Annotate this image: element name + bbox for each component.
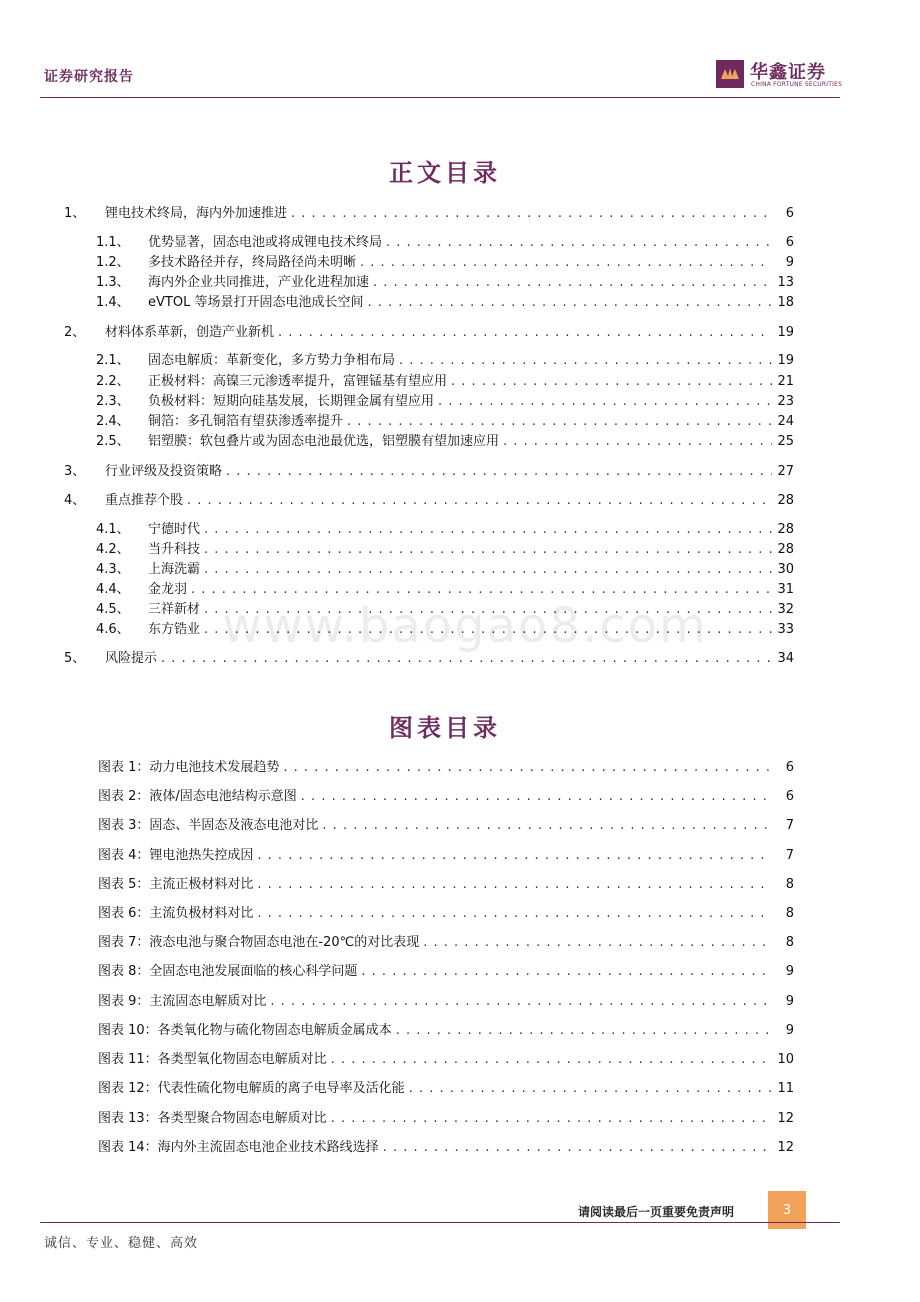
toc-entry[interactable] <box>96 434 794 450</box>
toc-entry-page: 34 <box>777 651 794 666</box>
toc-entry-number: 2、 <box>64 325 86 340</box>
figure-entry[interactable] <box>98 1081 794 1097</box>
toc-entry-number: 4.4、 <box>96 582 130 597</box>
toc-entry-number: 2.4、 <box>96 414 130 429</box>
toc-entry-number: 4、 <box>64 493 86 508</box>
toc-entry-page: 28 <box>777 522 794 537</box>
dot-leader <box>204 542 772 558</box>
dot-leader <box>347 414 772 430</box>
dot-leader <box>257 877 772 893</box>
toc-entry-page: 6 <box>785 206 794 221</box>
toc-entry-page: 28 <box>777 493 794 508</box>
toc-entry-title: 材料体系革新，创造产业新机 <box>105 325 275 340</box>
toc-entry-number: 4.6、 <box>96 622 130 637</box>
dot-leader <box>373 275 772 291</box>
toc-entry[interactable] <box>96 374 794 390</box>
figure-entry-page: 7 <box>785 818 794 833</box>
figure-entry[interactable] <box>98 1140 794 1156</box>
toc-entry[interactable] <box>96 562 794 578</box>
toc-entry[interactable] <box>96 353 794 369</box>
toc-entry-page: 19 <box>777 325 794 340</box>
toc-entry-number: 1.3、 <box>96 275 130 290</box>
toc-entry-page: 31 <box>777 582 794 597</box>
figure-entry-title: 图表 7：液态电池与聚合物固态电池在-20℃的对比表现 <box>98 935 420 950</box>
dot-leader <box>257 906 772 922</box>
toc-entry-number: 2.3、 <box>96 394 130 409</box>
logo-text-en: CHINA FORTUNE SECURITIES <box>751 81 843 88</box>
dot-leader <box>270 994 772 1010</box>
dot-leader <box>278 325 772 341</box>
toc-entry-page: 18 <box>777 295 794 310</box>
figure-entry-page: 11 <box>777 1081 794 1096</box>
toc-entry[interactable] <box>96 542 794 558</box>
figure-entry-title: 图表 6：主流负极材料对比 <box>98 906 254 921</box>
toc-entry-number: 4.1、 <box>96 522 130 537</box>
dot-leader <box>451 374 772 390</box>
figure-entry-title: 图表 14：海内外主流固态电池企业技术路线选择 <box>98 1140 379 1155</box>
toc-entry[interactable] <box>96 394 794 410</box>
toc-entry-title: 当升科技 <box>148 542 201 557</box>
figure-entry[interactable] <box>98 789 794 805</box>
dot-leader <box>204 562 772 578</box>
toc-entry[interactable] <box>64 206 794 222</box>
company-logo <box>716 58 846 92</box>
figures-title: 图表目录 <box>389 714 501 742</box>
toc-entry-page: 13 <box>777 275 794 290</box>
toc-entry-title: 优势显著，固态电池或将成锂电技术终局 <box>148 235 383 250</box>
toc-entry-page: 27 <box>777 464 794 479</box>
toc-entry[interactable] <box>96 414 794 430</box>
figure-entry-page: 12 <box>777 1140 794 1155</box>
header-divider <box>40 97 840 98</box>
toc-entry[interactable] <box>96 522 794 538</box>
toc-entry-number: 2.2、 <box>96 374 130 389</box>
disclaimer-note: 请阅读最后一页重要免责声明 <box>578 1205 735 1219</box>
dot-leader <box>191 582 772 598</box>
figure-entry[interactable] <box>98 818 794 834</box>
figure-entry-title: 图表 12：代表性硫化物电解质的离子电导率及活化能 <box>98 1081 405 1096</box>
toc-entry-title: 海内外企业共同推进，产业化进程加速 <box>148 275 370 290</box>
figure-entry[interactable] <box>98 848 794 864</box>
toc-entry-page: 6 <box>785 235 794 250</box>
toc-entry-title: 重点推荐个股 <box>105 493 184 508</box>
figure-entry[interactable] <box>98 1052 794 1068</box>
dot-leader <box>409 1081 772 1097</box>
toc-entry-title: eVTOL 等场景打开固态电池成长空间 <box>148 295 364 310</box>
toc-entry-title: 固态电解质：革新变化，多方势力争相布局 <box>148 353 396 368</box>
figure-entry-title: 图表 9：主流固态电解质对比 <box>98 994 267 1009</box>
watermark: www.baogao8.com <box>222 598 708 654</box>
dot-leader <box>396 1023 772 1039</box>
figure-entry-page: 9 <box>785 964 794 979</box>
dot-leader <box>204 522 772 538</box>
dot-leader <box>367 295 772 311</box>
figure-entry-page: 9 <box>785 1023 794 1038</box>
page-number-badge: 3 <box>768 1191 806 1229</box>
figure-entry-page: 12 <box>777 1111 794 1126</box>
dot-leader <box>399 353 772 369</box>
toc-entry[interactable] <box>96 255 794 271</box>
figure-entry-title: 图表 1：动力电池技术发展趋势 <box>98 760 280 775</box>
toc-entry-title: 行业评级及投资策略 <box>105 464 223 479</box>
toc-entry-page: 9 <box>785 255 794 270</box>
figure-entry-title: 图表 11：各类型氧化物固态电解质对比 <box>98 1052 327 1067</box>
toc-entry-title: 上海洗霸 <box>148 562 201 577</box>
toc-entry-number: 4.2、 <box>96 542 130 557</box>
dot-leader <box>383 1140 772 1156</box>
toc-entry-title: 正极材料：高镍三元渗透率提升，富锂锰基有望应用 <box>148 374 448 389</box>
toc-entry-title: 金龙羽 <box>148 582 188 597</box>
dot-leader <box>503 434 772 450</box>
toc-entry-title: 铝塑膜：软包叠片或为固态电池最优选，铝塑膜有望加速应用 <box>148 434 500 449</box>
dot-leader <box>423 935 772 951</box>
figure-entry-title: 图表 13：各类型聚合物固态电解质对比 <box>98 1111 327 1126</box>
toc-entry-number: 3、 <box>64 464 86 479</box>
toc-entry[interactable] <box>96 582 794 598</box>
dot-leader <box>322 818 772 834</box>
logo-mark-icon <box>716 60 744 88</box>
toc-entry-page: 24 <box>777 414 794 429</box>
toc-entry[interactable] <box>96 275 794 291</box>
toc-entry-number: 4.5、 <box>96 602 130 617</box>
figure-entry[interactable] <box>98 994 794 1010</box>
figure-entry-page: 8 <box>785 877 794 892</box>
dot-leader <box>438 394 772 410</box>
toc-entry-page: 21 <box>777 374 794 389</box>
figure-entry-title: 图表 8：全固态电池发展面临的核心科学问题 <box>98 964 358 979</box>
toc-entry-title: 三祥新材 <box>148 602 201 617</box>
toc-entry-page: 19 <box>777 353 794 368</box>
report-label: 证券研究报告 <box>44 69 134 85</box>
figure-entry-page: 7 <box>785 848 794 863</box>
figure-entry-title: 图表 2：液体/固态电池结构示意图 <box>98 789 297 804</box>
figure-entry-title: 图表 4：锂电池热失控成因 <box>98 848 254 863</box>
figure-entry[interactable] <box>98 1023 794 1039</box>
figure-entry-page: 10 <box>777 1052 794 1067</box>
toc-title: 正文目录 <box>389 159 501 187</box>
logo-text-cn: 华鑫证券 <box>750 62 826 83</box>
toc-entry[interactable] <box>64 493 794 509</box>
toc-entry[interactable] <box>64 464 794 480</box>
toc-entry-page: 33 <box>777 622 794 637</box>
figure-entry-title: 图表 10：各类氧化物与硫化物固态电解质金属成本 <box>98 1023 392 1038</box>
toc-entry-page: 23 <box>777 394 794 409</box>
dot-leader <box>360 255 772 271</box>
figure-entry[interactable] <box>98 760 794 776</box>
dot-leader <box>386 235 772 251</box>
dot-leader <box>187 493 772 509</box>
toc-entry-number: 1.4、 <box>96 295 130 310</box>
toc-entry-title: 多技术路径并存，终局路径尚未明晰 <box>148 255 357 270</box>
toc-entry-page: 30 <box>777 562 794 577</box>
figure-entry-title: 图表 5：主流正极材料对比 <box>98 877 254 892</box>
figure-entry-page: 9 <box>785 994 794 1009</box>
toc-entry[interactable] <box>96 235 794 251</box>
dot-leader <box>226 464 772 480</box>
toc-entry-title: 东方锆业 <box>148 622 201 637</box>
dot-leader <box>283 760 772 776</box>
toc-entry[interactable] <box>96 295 794 311</box>
figure-entry[interactable] <box>98 906 794 922</box>
company-motto: 诚信、专业、稳健、高效 <box>44 1236 199 1251</box>
dot-leader <box>331 1111 772 1127</box>
toc-entry-page: 28 <box>777 542 794 557</box>
figure-entry-page: 8 <box>785 906 794 921</box>
dot-leader <box>291 206 772 222</box>
toc-entry-title: 锂电技术终局，海内外加速推进 <box>105 206 288 221</box>
toc-entry-page: 32 <box>777 602 794 617</box>
toc-entry-page: 25 <box>777 434 794 449</box>
figure-entry-page: 6 <box>785 760 794 775</box>
toc-entry-number: 1、 <box>64 206 86 221</box>
figure-entry-page: 6 <box>785 789 794 804</box>
toc-entry-number: 5、 <box>64 651 86 666</box>
toc-entry[interactable] <box>64 325 794 341</box>
figure-entry[interactable] <box>98 877 794 893</box>
figure-entry[interactable] <box>98 935 794 951</box>
toc-entry-number: 2.1、 <box>96 353 130 368</box>
toc-entry-number: 4.3、 <box>96 562 130 577</box>
figure-entry[interactable] <box>98 964 794 980</box>
toc-entry-title: 宁德时代 <box>148 522 201 537</box>
figure-entry[interactable] <box>98 1111 794 1127</box>
toc-entry-number: 1.2、 <box>96 255 130 270</box>
toc-entry-number: 1.1、 <box>96 235 130 250</box>
toc-entry-title: 风险提示 <box>105 651 158 666</box>
dot-leader <box>257 848 772 864</box>
toc-entry-number: 2.5、 <box>96 434 130 449</box>
figure-entry-title: 图表 3：固态、半固态及液态电池对比 <box>98 818 319 833</box>
dot-leader <box>361 964 772 980</box>
toc-entry-title: 负极材料：短期向硅基发展，长期锂金属有望应用 <box>148 394 435 409</box>
figure-entry-page: 8 <box>785 935 794 950</box>
toc-entry-title: 铜箔：多孔铜箔有望获渗透率提升 <box>148 414 344 429</box>
footer-divider <box>40 1222 840 1223</box>
dot-leader <box>301 789 772 805</box>
dot-leader <box>331 1052 772 1068</box>
